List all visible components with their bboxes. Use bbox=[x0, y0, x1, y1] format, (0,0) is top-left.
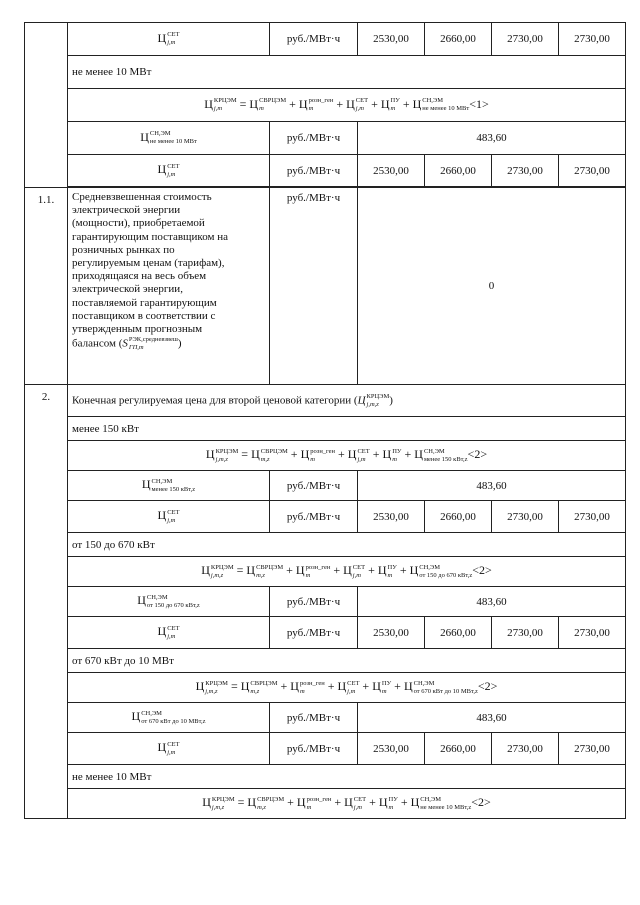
range-label: не менее 10 МВт bbox=[68, 765, 626, 789]
table-row bbox=[25, 765, 626, 789]
sn-value: 483,60 bbox=[358, 587, 626, 617]
set-price-label: Ц СЕТ j,m bbox=[68, 155, 270, 187]
unit-cell: руб./МВт·ч bbox=[270, 471, 358, 501]
set-price-label: Ц СЕТ j,m bbox=[68, 501, 270, 533]
price-formula: Ц КРЦЭМ j,m,z = Ц СВРЦЭМ m,z + Ц розн_ген m + Ц СЕТ j,m + Ц ПУ m + Ц СН,ЭМ не менее 10 МВт,z <2> bbox=[68, 789, 626, 819]
price-cell: 2530,00 bbox=[358, 501, 425, 533]
price-cell: 2730,00 bbox=[559, 155, 626, 187]
unit-cell: руб./МВт·ч bbox=[270, 501, 358, 533]
item-description: Средневзвешенная стоимость электрической энергии (мощности), приобретаемой гарантирующим поставщиком на розничных рынках по регулируемым ценам (тарифам), приходящаяся на весь объем электрической энергии, поставляемой гарантирующим поставщиком в соответствии с утвержденным прогнозным балансом (S РЭК,средневзвеш ГП,m ) bbox=[68, 188, 270, 385]
set-price-label: Ц СЕТ j,m bbox=[68, 23, 270, 56]
range-label: от 670 кВт до 10 МВт bbox=[68, 649, 626, 673]
table-row bbox=[25, 617, 626, 649]
price-cell: 2730,00 bbox=[492, 23, 559, 56]
unit-cell: руб./МВт·ч bbox=[270, 188, 358, 385]
price-cell: 2660,00 bbox=[425, 23, 492, 56]
sn-label: Ц СН,ЭМ менее 150 кВт,z bbox=[68, 471, 270, 501]
tariff-document bbox=[24, 22, 626, 819]
table-row bbox=[25, 385, 626, 417]
table-row bbox=[25, 23, 626, 56]
item-value: 0 bbox=[358, 188, 626, 385]
price-cell: 2530,00 bbox=[358, 617, 425, 649]
table-row bbox=[25, 587, 626, 617]
table-row bbox=[25, 56, 626, 89]
price-formula: Ц КРЦЭМ j,m,z = Ц СВРЦЭМ m,z + Ц розн_ген m + Ц СЕТ j,m + Ц ПУ m + Ц СН,ЭМ от 670 кВт до 10 МВт,z <2> bbox=[68, 673, 626, 703]
sn-value: 483,60 bbox=[358, 471, 626, 501]
price-formula: Ц КРЦЭМ j,m,z = Ц СВРЦЭМ m,z + Ц розн_ген m + Ц СЕТ j,m + Ц ПУ m + Ц СН,ЭМ от 150 до 670 кВт,z <2> bbox=[68, 557, 626, 587]
price-cell: 2730,00 bbox=[559, 617, 626, 649]
range-label: от 150 до 670 кВт bbox=[68, 533, 626, 557]
table-row bbox=[25, 471, 626, 501]
price-cell: 2530,00 bbox=[358, 155, 425, 187]
price-formula: Ц КРЦЭМ j,m = Ц СВРЦЭМ m + Ц розн_ген m + Ц СЕТ j,m + Ц ПУ m + Ц СН,ЭМ не менее 10 МВт <1> bbox=[68, 89, 626, 122]
item-number-cell bbox=[25, 23, 68, 188]
item-number: 1.1. bbox=[25, 188, 68, 385]
price-cell: 2730,00 bbox=[559, 501, 626, 533]
item-number: 2. bbox=[25, 385, 68, 819]
unit-cell: руб./МВт·ч bbox=[270, 122, 358, 155]
price-cell: 2530,00 bbox=[358, 733, 425, 765]
table-row bbox=[25, 533, 626, 557]
price-formula: Ц КРЦЭМ j,m,z = Ц СВРЦЭМ m,z + Ц розн_ген m + Ц СЕТ j,m + Ц ПУ m + Ц СН,ЭМ менее 150 кВт,z <2> bbox=[68, 441, 626, 471]
price-cell: 2730,00 bbox=[492, 733, 559, 765]
unit-cell: руб./МВт·ч bbox=[270, 23, 358, 56]
range-label: не менее 10 МВт bbox=[68, 56, 626, 89]
unit-cell: руб./МВт·ч bbox=[270, 587, 358, 617]
table-row bbox=[25, 703, 626, 733]
price-cell: 2730,00 bbox=[492, 501, 559, 533]
price-cell: 2660,00 bbox=[425, 501, 492, 533]
table-row bbox=[25, 789, 626, 819]
price-cell: 2730,00 bbox=[559, 23, 626, 56]
table-row bbox=[25, 501, 626, 533]
table-row bbox=[25, 122, 626, 155]
price-cell: 2730,00 bbox=[559, 733, 626, 765]
sn-label: Ц СН,ЭМ не менее 10 МВт bbox=[68, 122, 270, 155]
table-row bbox=[25, 649, 626, 673]
price-cell: 2660,00 bbox=[425, 733, 492, 765]
sn-label: Ц СН,ЭМ от 150 до 670 кВт,z bbox=[68, 587, 270, 617]
table-row bbox=[25, 673, 626, 703]
set-price-label: Ц СЕТ j,m bbox=[68, 617, 270, 649]
sn-label: Ц СН,ЭМ от 670 кВт до 10 МВт,z bbox=[68, 703, 270, 733]
unit-cell: руб./МВт·ч bbox=[270, 617, 358, 649]
unit-cell: руб./МВт·ч bbox=[270, 155, 358, 187]
sn-value: 483,60 bbox=[358, 703, 626, 733]
price-cell: 2660,00 bbox=[425, 617, 492, 649]
table-row bbox=[25, 733, 626, 765]
table-row bbox=[25, 557, 626, 587]
table-row bbox=[25, 188, 626, 385]
sn-value: 483,60 bbox=[358, 122, 626, 155]
unit-cell: руб./МВт·ч bbox=[270, 703, 358, 733]
price-cell: 2730,00 bbox=[492, 155, 559, 187]
range-label: менее 150 кВт bbox=[68, 417, 626, 441]
price-cell: 2660,00 bbox=[425, 155, 492, 187]
price-cell: 2530,00 bbox=[358, 23, 425, 56]
price-cell: 2730,00 bbox=[492, 617, 559, 649]
set-price-label: Ц СЕТ j,m bbox=[68, 733, 270, 765]
table-row bbox=[25, 417, 626, 441]
table-row bbox=[25, 441, 626, 471]
table-row bbox=[25, 89, 626, 122]
table-row bbox=[25, 155, 626, 187]
tariff-table bbox=[24, 22, 626, 819]
category-title: Конечная регулируемая цена для второй ценовой категории (Ц КРЦЭМ j,m,z ) bbox=[68, 385, 626, 417]
unit-cell: руб./МВт·ч bbox=[270, 733, 358, 765]
